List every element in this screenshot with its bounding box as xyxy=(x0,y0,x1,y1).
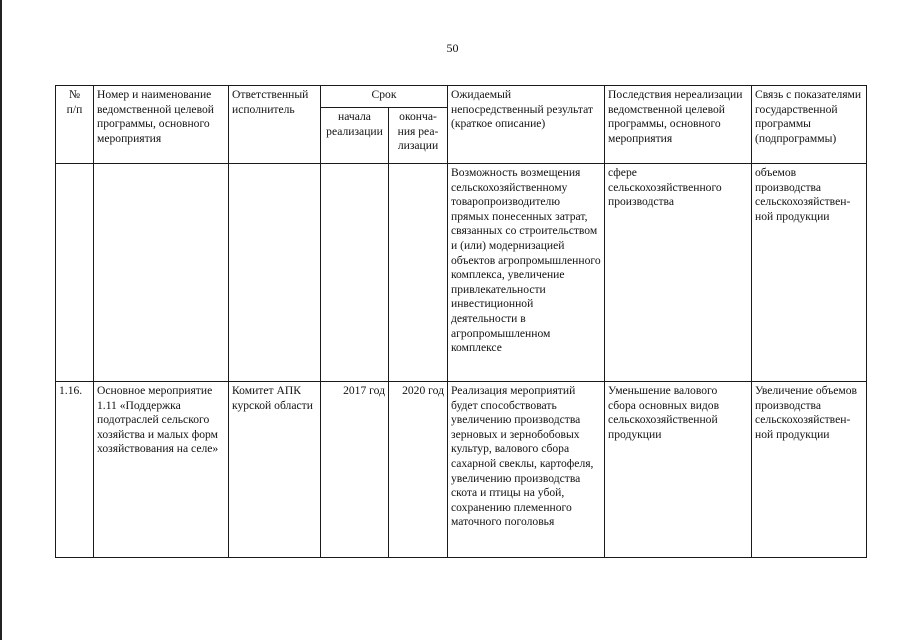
cell-num xyxy=(56,164,94,382)
cell-start xyxy=(321,164,389,382)
table-row xyxy=(56,164,867,382)
header-name: Номер и наименование ведомственной целевой программы, основного мероприятия xyxy=(94,86,229,164)
cell-end: 2020 год xyxy=(389,382,448,558)
header-link: Связь с показателями государственной программы (подпрограммы) xyxy=(752,86,867,164)
page-left-edge xyxy=(0,0,2,640)
header-num-text: № п/п xyxy=(66,88,83,116)
header-term: Срок xyxy=(321,86,448,108)
header-start: начала реализации xyxy=(321,108,389,164)
header-consequences: Последствия нереализации ведомственной целевой программы, основного мероприятия xyxy=(605,86,752,164)
header-executor: Ответственный исполнитель xyxy=(229,86,321,164)
header-end: оконча-ния реа-лизации xyxy=(389,108,448,164)
cell-link: объемов производства сельскохозяйствен-ной продукции xyxy=(752,164,867,382)
header-result: Ожидаемый непосредственный результат (краткое описание) xyxy=(448,86,605,164)
cell-name xyxy=(94,164,229,382)
cell-executor: Комитет АПК курской области xyxy=(229,382,321,558)
header-num xyxy=(56,86,94,164)
table-row xyxy=(56,382,867,558)
table-header-row xyxy=(56,86,867,108)
cell-link: Увеличение объемов производства сельскохозяйствен-ной продукции xyxy=(752,382,867,558)
page-number: 50 xyxy=(446,41,459,55)
cell-executor xyxy=(229,164,321,382)
cell-start: 2017 год xyxy=(321,382,389,558)
cell-num: 1.16. xyxy=(56,382,94,558)
cell-result: Реализация мероприятий будет способствовать увеличению производства зерновых и зернобобовых культур, валового сбора сахарной свеклы, картофеля, увеличению производства скота и птицы на убой, сохранению племенного маточного поголовья xyxy=(448,382,605,558)
cell-consequences: Уменьшение валового сбора основных видов сельскохозяйственной продукции xyxy=(605,382,752,558)
program-table xyxy=(55,85,867,558)
cell-consequences: сфере сельскохозяйственного производства xyxy=(605,164,752,382)
cell-end xyxy=(389,164,448,382)
cell-result: Возможность возмещения сельскохозяйственному товаропроизводителю прямых понесенных затрат, связанных со строительством и (или) модернизацией объектов агропромышленного комплекса, увеличение привлекательности инвестиционной деятельности в агропромышленном комплексе xyxy=(448,164,605,382)
cell-name: Основное мероприятие 1.11 «Поддержка подотраслей сельского хозяйства и малых форм хозяйствования на селе» xyxy=(94,382,229,558)
